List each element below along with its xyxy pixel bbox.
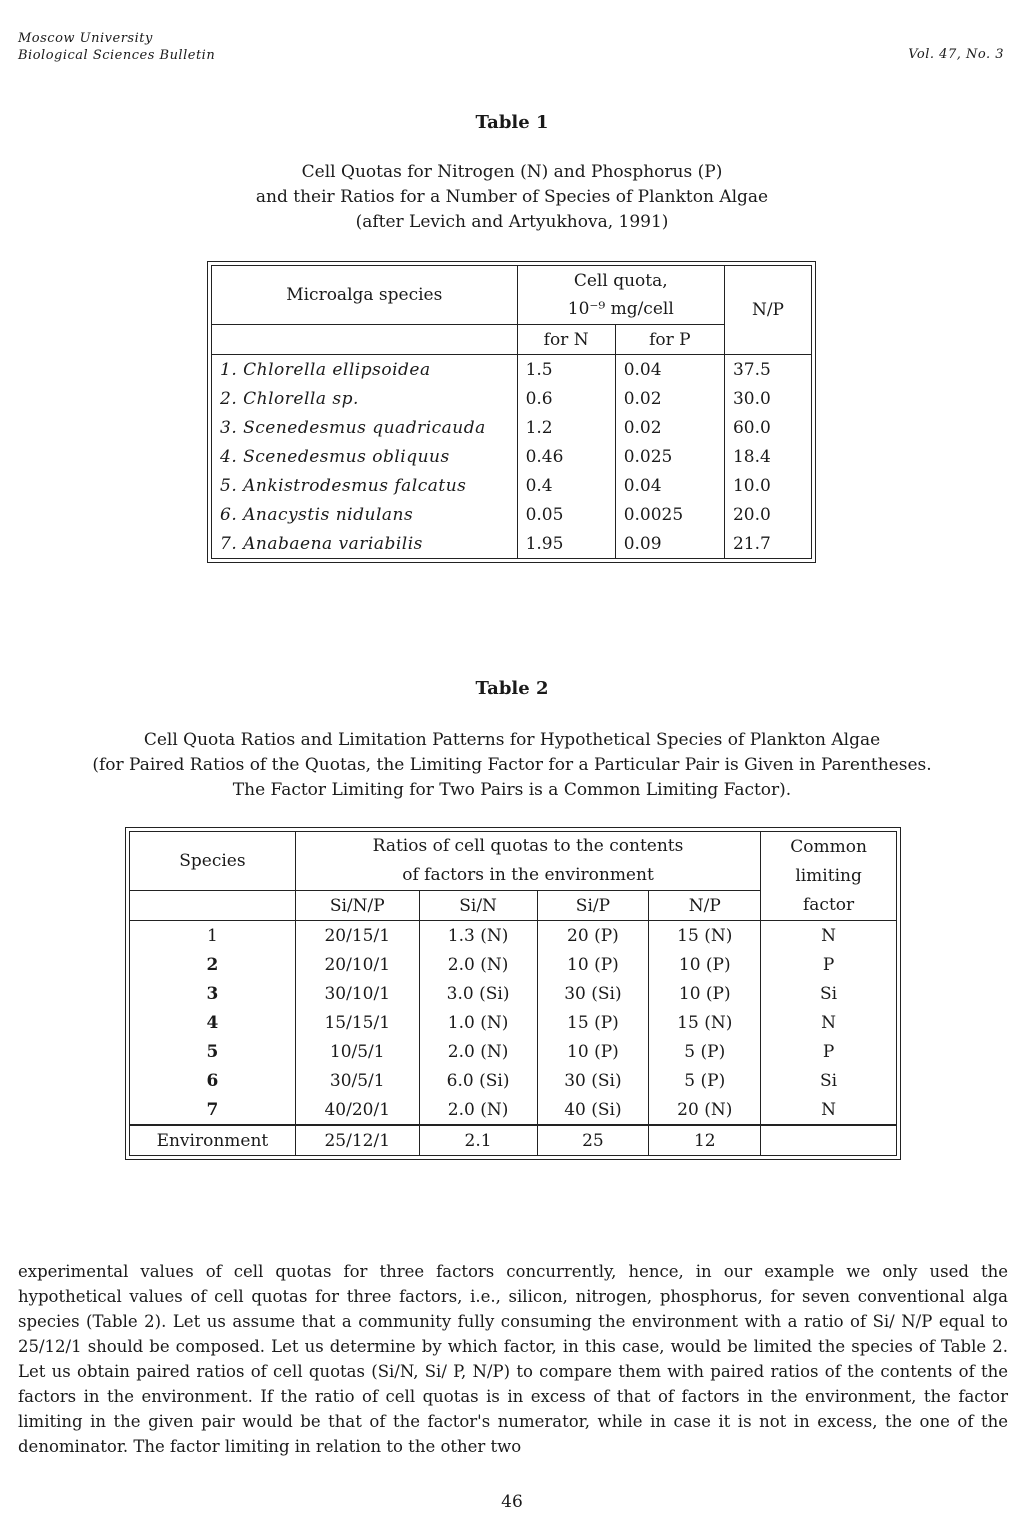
table2-header-sip: Si/P — [537, 891, 649, 921]
table-row — [212, 500, 812, 529]
table2-env-label: Environment — [130, 1125, 296, 1156]
table2-env-np: 12 — [649, 1125, 761, 1156]
table-row — [130, 950, 897, 979]
table1-p: 0.04 — [615, 471, 724, 500]
table2-sin: 3.0 (Si) — [419, 979, 537, 1008]
table1-n: 1.95 — [517, 529, 615, 559]
table1-caption-line: and their Ratios for a Number of Species of Plankton Algae — [255, 187, 769, 207]
table2-factor: N — [761, 921, 897, 951]
table1-header-species-blank — [212, 325, 518, 355]
table2-sinp: 20/10/1 — [295, 950, 419, 979]
table1 — [211, 265, 812, 559]
table1-np: 18.4 — [724, 442, 811, 471]
table2-header-np: N/P — [649, 891, 761, 921]
journal-line-1: Moscow University — [18, 31, 153, 46]
table2-np: 5 (P) — [649, 1066, 761, 1095]
table2-factor: Si — [761, 1066, 897, 1095]
table2-caption-line: Cell Quota Ratios and Limitation Patterns for Hypothetical Species of Plankton Algae — [143, 730, 881, 750]
table2-sip: 10 (P) — [537, 950, 649, 979]
table1-n: 0.46 — [517, 442, 615, 471]
table-row — [212, 471, 812, 500]
table2 — [129, 831, 897, 1156]
table1-header-for-n: for N — [517, 325, 615, 355]
table2-sip: 15 (P) — [537, 1008, 649, 1037]
table1-species: 3. Scenedesmus quadricauda — [220, 417, 486, 438]
table2-header-sinp: Si/N/P — [295, 891, 419, 921]
table1-np: 20.0 — [724, 500, 811, 529]
table2-caption-line: The Factor Limiting for Two Pairs is a Common Limiting Factor). — [232, 780, 792, 800]
table1-header-cell-quota — [517, 266, 724, 325]
table2-sinp: 30/10/1 — [295, 979, 419, 1008]
table2-sip: 30 (Si) — [537, 979, 649, 1008]
table2-sinp: 20/15/1 — [295, 921, 419, 951]
table-row — [130, 1008, 897, 1037]
table1-header-quota-line2: 10⁻⁹ mg/cell — [567, 299, 674, 319]
table2-sin: 1.0 (N) — [419, 1008, 537, 1037]
table1-n: 0.4 — [517, 471, 615, 500]
table2-header-ratios-line1: Ratios of cell quotas to the contents — [372, 836, 684, 856]
table2-np: 20 (N) — [649, 1095, 761, 1125]
table2-species-num: 7 — [206, 1099, 219, 1120]
table1-p: 0.04 — [615, 355, 724, 385]
table2-np: 5 (P) — [649, 1037, 761, 1066]
table1-species: 7. Anabaena variabilis — [220, 533, 423, 554]
table-row — [212, 384, 812, 413]
table2-sinp: 10/5/1 — [295, 1037, 419, 1066]
table2-sin: 2.0 (N) — [419, 1037, 537, 1066]
table2-sinp: 30/5/1 — [295, 1066, 419, 1095]
table-row — [212, 413, 812, 442]
table2-sip: 10 (P) — [537, 1037, 649, 1066]
table-row — [212, 442, 812, 471]
table2-np: 10 (P) — [649, 950, 761, 979]
table1-header-species: Microalga species — [212, 266, 518, 325]
table2-header-common-line3: factor — [803, 894, 855, 915]
table2-factor: P — [761, 1037, 897, 1066]
table1-np: 30.0 — [724, 384, 811, 413]
table1-np: 10.0 — [724, 471, 811, 500]
table2-species-num: 1 — [130, 921, 296, 951]
table1-species: 4. Scenedesmus obliquus — [220, 446, 450, 467]
table2-sip: 20 (P) — [537, 921, 649, 951]
table1-header-for-p: for P — [615, 325, 724, 355]
table2-sin: 6.0 (Si) — [419, 1066, 537, 1095]
journal-name — [18, 30, 215, 64]
body-paragraph: experimental values of cell quotas for three factors concurrently, hence, in our example we only used the hypothetical values of cell quotas for three factors, i.e., silicon, nitrogen, phosphorus, for seven conventional alga species (Table 2). Let us assume that a community fully consuming the environment with a ratio of Si/ N/P equal to 25/12/1 should be composed. Let us determine by which factor, in this case, would be limited the species of Table 2. Let us obtain paired ratios of cell quotas (Si/N, Si/ P, N/P) to compare them with paired ratios of the contents of the factors in the environment. If the ratio of cell quotas is in excess of that of factors in the environment, the factor limiting in the given pair would be that of the factor's numerator, while in case it is not in excess, the one of the denominator. The factor limiting in relation to the other two — [18, 1262, 1008, 1456]
table1-species: 2. Chlorella sp. — [220, 388, 359, 409]
table1-title: Table 1 — [475, 112, 549, 133]
table2-sin: 2.0 (N) — [419, 950, 537, 979]
table1-n: 0.05 — [517, 500, 615, 529]
table2-factor: N — [761, 1008, 897, 1037]
table2-species-num: 4 — [206, 1012, 219, 1033]
table2-species-num: 5 — [206, 1041, 219, 1062]
table-row — [130, 979, 897, 1008]
table2-header-common-line2: limiting — [795, 865, 862, 886]
table2-header-species: Species — [130, 832, 296, 891]
table1-n: 1.5 — [517, 355, 615, 385]
table2-np: 15 (N) — [649, 1008, 761, 1037]
table2-sinp: 40/20/1 — [295, 1095, 419, 1125]
table2-sinp: 15/15/1 — [295, 1008, 419, 1037]
table2-np: 10 (P) — [649, 979, 761, 1008]
table1-caption-line: Cell Quotas for Nitrogen (N) and Phosphorus (P) — [301, 162, 723, 182]
page-number: 46 — [501, 1492, 523, 1512]
table-row — [212, 355, 812, 385]
table2-species-num: 2 — [206, 954, 219, 975]
table1-p: 0.0025 — [615, 500, 724, 529]
table-row — [130, 1066, 897, 1095]
table1-p: 0.025 — [615, 442, 724, 471]
table2-environment-row — [130, 1125, 897, 1156]
table2-factor: N — [761, 1095, 897, 1125]
table1-np: 21.7 — [724, 529, 811, 559]
table1-p: 0.02 — [615, 413, 724, 442]
table2-header-ratios — [295, 832, 760, 891]
table1-species: 6. Anacystis nidulans — [220, 504, 414, 525]
table2-caption-line: (for Paired Ratios of the Quotas, the Limiting Factor for a Particular Pair is Given in Parentheses. — [92, 755, 932, 775]
table2-sin: 1.3 (N) — [419, 921, 537, 951]
table-row — [212, 529, 812, 559]
table2-title: Table 2 — [475, 678, 549, 699]
table-row — [130, 1037, 897, 1066]
table1-n: 1.2 — [517, 413, 615, 442]
table2-header-species-blank — [130, 891, 296, 921]
table2-env-sip: 25 — [537, 1125, 649, 1156]
table2-header-common-line1: Common — [790, 836, 867, 857]
journal-line-2: Biological Sciences Bulletin — [18, 48, 216, 63]
table2-np: 15 (N) — [649, 921, 761, 951]
table1-species: 1. Chlorella ellipsoidea — [212, 355, 518, 385]
table1-header-np: N/P — [724, 266, 811, 355]
table2-factor: Si — [761, 979, 897, 1008]
table2-header-sin: Si/N — [419, 891, 537, 921]
table2-sip: 40 (Si) — [537, 1095, 649, 1125]
table1-species: 5. Ankistrodesmus falcatus — [220, 475, 467, 496]
table1-np: 60.0 — [724, 413, 811, 442]
table2-header-ratios-line2: of factors in the environment — [402, 865, 654, 885]
table1-caption-line: (after Levich and Artyukhova, 1991) — [355, 212, 669, 232]
table2-header-common — [761, 832, 897, 921]
table1-n: 0.6 — [517, 384, 615, 413]
table2-sip: 30 (Si) — [537, 1066, 649, 1095]
table1-frame — [207, 261, 816, 563]
table2-species-num: 3 — [206, 983, 219, 1004]
table1-np: 37.5 — [724, 355, 811, 385]
table2-frame — [125, 827, 901, 1160]
table-row — [130, 921, 897, 951]
table2-env-sin: 2.1 — [419, 1125, 537, 1156]
table1-header-quota-line1: Cell quota, — [573, 271, 668, 291]
table2-factor: P — [761, 950, 897, 979]
table2-env-sinp: 25/12/1 — [295, 1125, 419, 1156]
table-row — [130, 1095, 897, 1125]
table1-p: 0.09 — [615, 529, 724, 559]
volume-issue: Vol. 47, No. 3 — [908, 47, 1004, 62]
table2-env-factor — [761, 1125, 897, 1156]
table1-caption — [0, 160, 1024, 235]
table2-sin: 2.0 (N) — [419, 1095, 537, 1125]
table1-p: 0.02 — [615, 384, 724, 413]
table2-caption — [0, 728, 1024, 803]
table2-species-num: 6 — [206, 1070, 219, 1091]
